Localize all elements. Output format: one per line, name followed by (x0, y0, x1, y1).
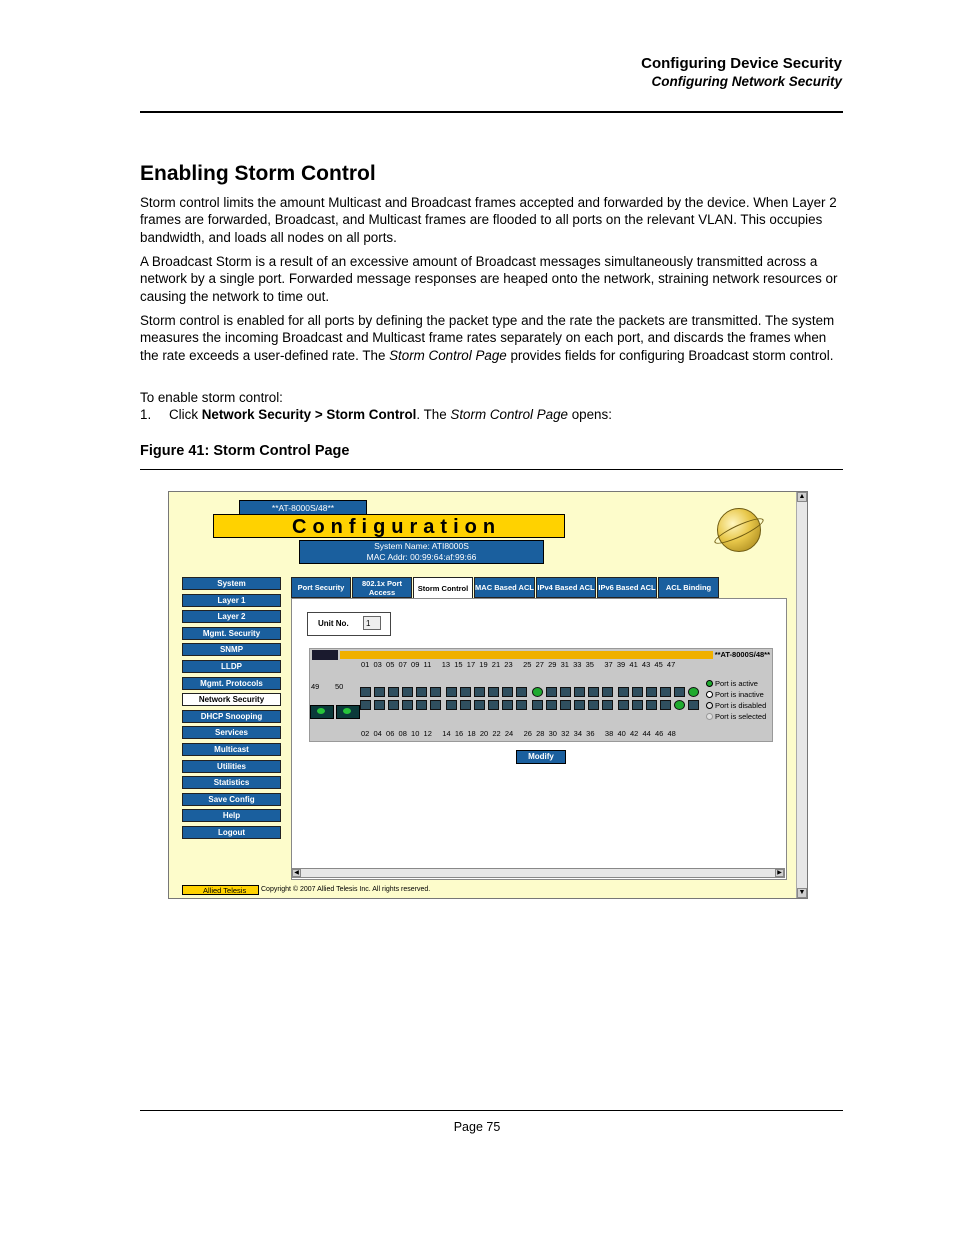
nav-network-security[interactable]: Network Security (182, 693, 281, 706)
page-number: Page 75 (453, 1120, 501, 1134)
port[interactable] (588, 700, 599, 710)
port[interactable] (416, 700, 427, 710)
port[interactable] (532, 700, 543, 710)
port[interactable] (646, 700, 657, 710)
port[interactable] (588, 687, 599, 697)
paragraph-4: To enable storm control: (140, 390, 283, 405)
switch-top-bar (340, 651, 713, 659)
port[interactable] (446, 700, 457, 710)
port[interactable] (516, 687, 527, 697)
port[interactable] (460, 700, 471, 710)
port-group-3 (532, 687, 616, 713)
paragraph-3: Storm control is enabled for all ports by defining the packet type and the rate the packets are transmitted. The system measures the incoming Broadcast and Multicast frame rates separately on each port, and discards the frames when the rate exceeds a user-defined rate. The Storm Control Page provides fields for configuring Broadcast storm control. (140, 313, 835, 363)
unit-label: Unit No. (318, 619, 349, 628)
port[interactable] (618, 687, 629, 697)
port[interactable] (360, 687, 371, 697)
switch-faceplate (309, 648, 773, 742)
step-menu-path: Network Security > Storm Control (201, 407, 417, 422)
vertical-scrollbar[interactable] (796, 492, 807, 898)
nav-layer-2[interactable]: Layer 2 (182, 610, 281, 623)
nav-multicast[interactable]: Multicast (182, 743, 281, 756)
port[interactable] (460, 687, 471, 697)
port[interactable] (388, 700, 399, 710)
port[interactable] (474, 687, 485, 697)
port[interactable] (560, 700, 571, 710)
port[interactable] (574, 700, 585, 710)
system-info-box (299, 540, 544, 564)
globe-logo-icon (717, 508, 761, 552)
port[interactable] (688, 687, 699, 697)
nav-system[interactable]: System (182, 577, 281, 590)
switch-model-label: **AT-8000S/48** (714, 650, 770, 659)
nav-statistics[interactable]: Statistics (182, 776, 281, 789)
port[interactable] (402, 687, 413, 697)
step-number: 1. (140, 407, 152, 422)
paragraph-2: A Broadcast Storm is a result of an excessive amount of Broadcast messages simultaneously transmitted across a network by a single port. Forwarded message responses are heaped onto the network, straining network resources or causing the network to time out. (140, 254, 838, 304)
footer-rule (140, 1110, 843, 1111)
unit-selector (307, 612, 391, 636)
tab-mac-based-acl[interactable]: MAC Based ACL (474, 577, 535, 598)
running-header-subtitle: Configuring Network Security (651, 74, 842, 89)
port-legend (706, 678, 766, 722)
legend-active: Port is active (706, 678, 766, 689)
scroll-right-icon[interactable]: ▶ (775, 869, 784, 877)
scroll-left-icon[interactable]: ◀ (292, 869, 301, 877)
system-name: System Name: ATI8000S (374, 541, 469, 551)
tab-storm-control[interactable]: Storm Control (413, 577, 473, 599)
tab-ipv6-based-acl[interactable]: IPv6 Based ACL (597, 577, 657, 598)
running-header-title: Configuring Device Security (641, 55, 842, 72)
nav-logout[interactable]: Logout (182, 826, 281, 839)
port[interactable] (502, 700, 513, 710)
port-group-1 (360, 687, 444, 713)
inactive-dot-icon (706, 691, 713, 698)
port-group-2 (446, 687, 530, 713)
port[interactable] (574, 687, 585, 697)
legend-inactive: Port is inactive (706, 689, 766, 700)
port[interactable] (374, 700, 385, 710)
port[interactable] (488, 687, 499, 697)
port[interactable] (602, 687, 613, 697)
nav-snmp[interactable]: SNMP (182, 643, 281, 656)
tab-8021x-port-access[interactable]: 802.1x Port Access (352, 577, 412, 598)
port[interactable] (602, 700, 613, 710)
legend-disabled: Port is disabled (706, 700, 766, 711)
unit-dropdown[interactable]: 1 (363, 616, 381, 630)
nav-mgmt-security[interactable]: Mgmt. Security (182, 627, 281, 640)
active-dot-icon (706, 680, 713, 687)
nav-help[interactable]: Help (182, 809, 281, 822)
port-group-4 (618, 687, 702, 713)
storm-control-screenshot (168, 491, 808, 899)
figure-caption: Figure 41: Storm Control Page (140, 443, 350, 459)
port[interactable] (388, 687, 399, 697)
odd-port-numbers: 01 03 05 07 09 11 13 15 17 19 21 23 25 27 29 31 33 35 37 39 41 43 45 47 (361, 660, 676, 669)
port[interactable] (516, 700, 527, 710)
port[interactable] (430, 687, 441, 697)
even-port-numbers: 02 04 06 08 10 12 14 16 18 20 22 24 26 28 30 32 34 36 38 40 42 44 46 48 (361, 729, 676, 738)
copyright-text: Copyright © 2007 Allied Telesis Inc. All rights reserved. (261, 886, 431, 893)
scroll-up-icon[interactable]: ▲ (798, 493, 806, 500)
port[interactable] (632, 687, 643, 697)
paragraph-1: Storm control limits the amount Multicast and Broadcast frames accepted and forwarded by the device. When Layer 2 frames are forwarded, Broadcast, and Multicast frames are flooded to all ports on the relevant VLAN. This occupies bandwidth, and loads all nodes on all ports. (140, 195, 837, 245)
port[interactable] (660, 687, 671, 697)
footer-logo: Allied Telesis (182, 885, 259, 895)
port[interactable] (546, 700, 557, 710)
tab-acl-binding[interactable]: ACL Binding (658, 577, 719, 598)
section-heading: Enabling Storm Control (140, 162, 376, 185)
port[interactable] (560, 687, 571, 697)
port[interactable] (660, 700, 671, 710)
sfp-port-49-label: 49 (311, 682, 320, 691)
nav-layer-1[interactable]: Layer 1 (182, 594, 281, 607)
paragraph-3-emphasis: Storm Control Page (389, 347, 507, 363)
port[interactable] (402, 700, 413, 710)
port[interactable] (632, 700, 643, 710)
nav-dhcp-snooping[interactable]: DHCP Snooping (182, 710, 281, 723)
port[interactable] (674, 687, 685, 697)
scroll-down-icon[interactable]: ▼ (798, 889, 806, 896)
nav-utilities[interactable]: Utilities (182, 760, 281, 773)
disabled-x-icon (706, 702, 713, 709)
port[interactable] (488, 700, 499, 710)
port[interactable] (502, 687, 513, 697)
step-1: 1. Click Network Security > Storm Control. The Storm Control Page opens: (140, 407, 612, 422)
port[interactable] (618, 700, 629, 710)
tab-port-security[interactable]: Port Security (291, 577, 351, 598)
configuration-banner: Configuration (213, 514, 565, 538)
port[interactable] (416, 687, 427, 697)
sfp-port-50[interactable] (336, 705, 360, 719)
nav-services[interactable]: Services (182, 726, 281, 739)
port[interactable] (374, 687, 385, 697)
port[interactable] (446, 687, 457, 697)
tab-ipv4-based-acl[interactable]: IPv4 Based ACL (536, 577, 596, 598)
sfp-port-50-label: 50 (335, 682, 344, 691)
mac-address: MAC Addr: 00:99:64:af:99:66 (366, 551, 477, 562)
nav-mgmt-protocols[interactable]: Mgmt. Protocols (182, 677, 281, 690)
port[interactable] (474, 700, 485, 710)
sfp-port-49[interactable] (310, 705, 334, 719)
legend-selected: Port is selected (706, 711, 766, 722)
port[interactable] (688, 700, 699, 710)
port[interactable] (674, 700, 685, 710)
horizontal-scrollbar[interactable] (291, 868, 785, 878)
port[interactable] (646, 687, 657, 697)
port[interactable] (532, 687, 543, 697)
nav-save-config[interactable]: Save Config (182, 793, 281, 806)
figure-rule (140, 469, 843, 470)
nav-lldp[interactable]: LLDP (182, 660, 281, 673)
allied-telesis-logo-icon (312, 650, 338, 660)
modify-button[interactable]: Modify (516, 750, 566, 764)
port[interactable] (546, 687, 557, 697)
device-tag: **AT-8000S/48** (239, 500, 367, 516)
port[interactable] (430, 700, 441, 710)
selected-dot-icon (706, 713, 713, 720)
port[interactable] (360, 700, 371, 710)
header-rule (140, 111, 843, 113)
